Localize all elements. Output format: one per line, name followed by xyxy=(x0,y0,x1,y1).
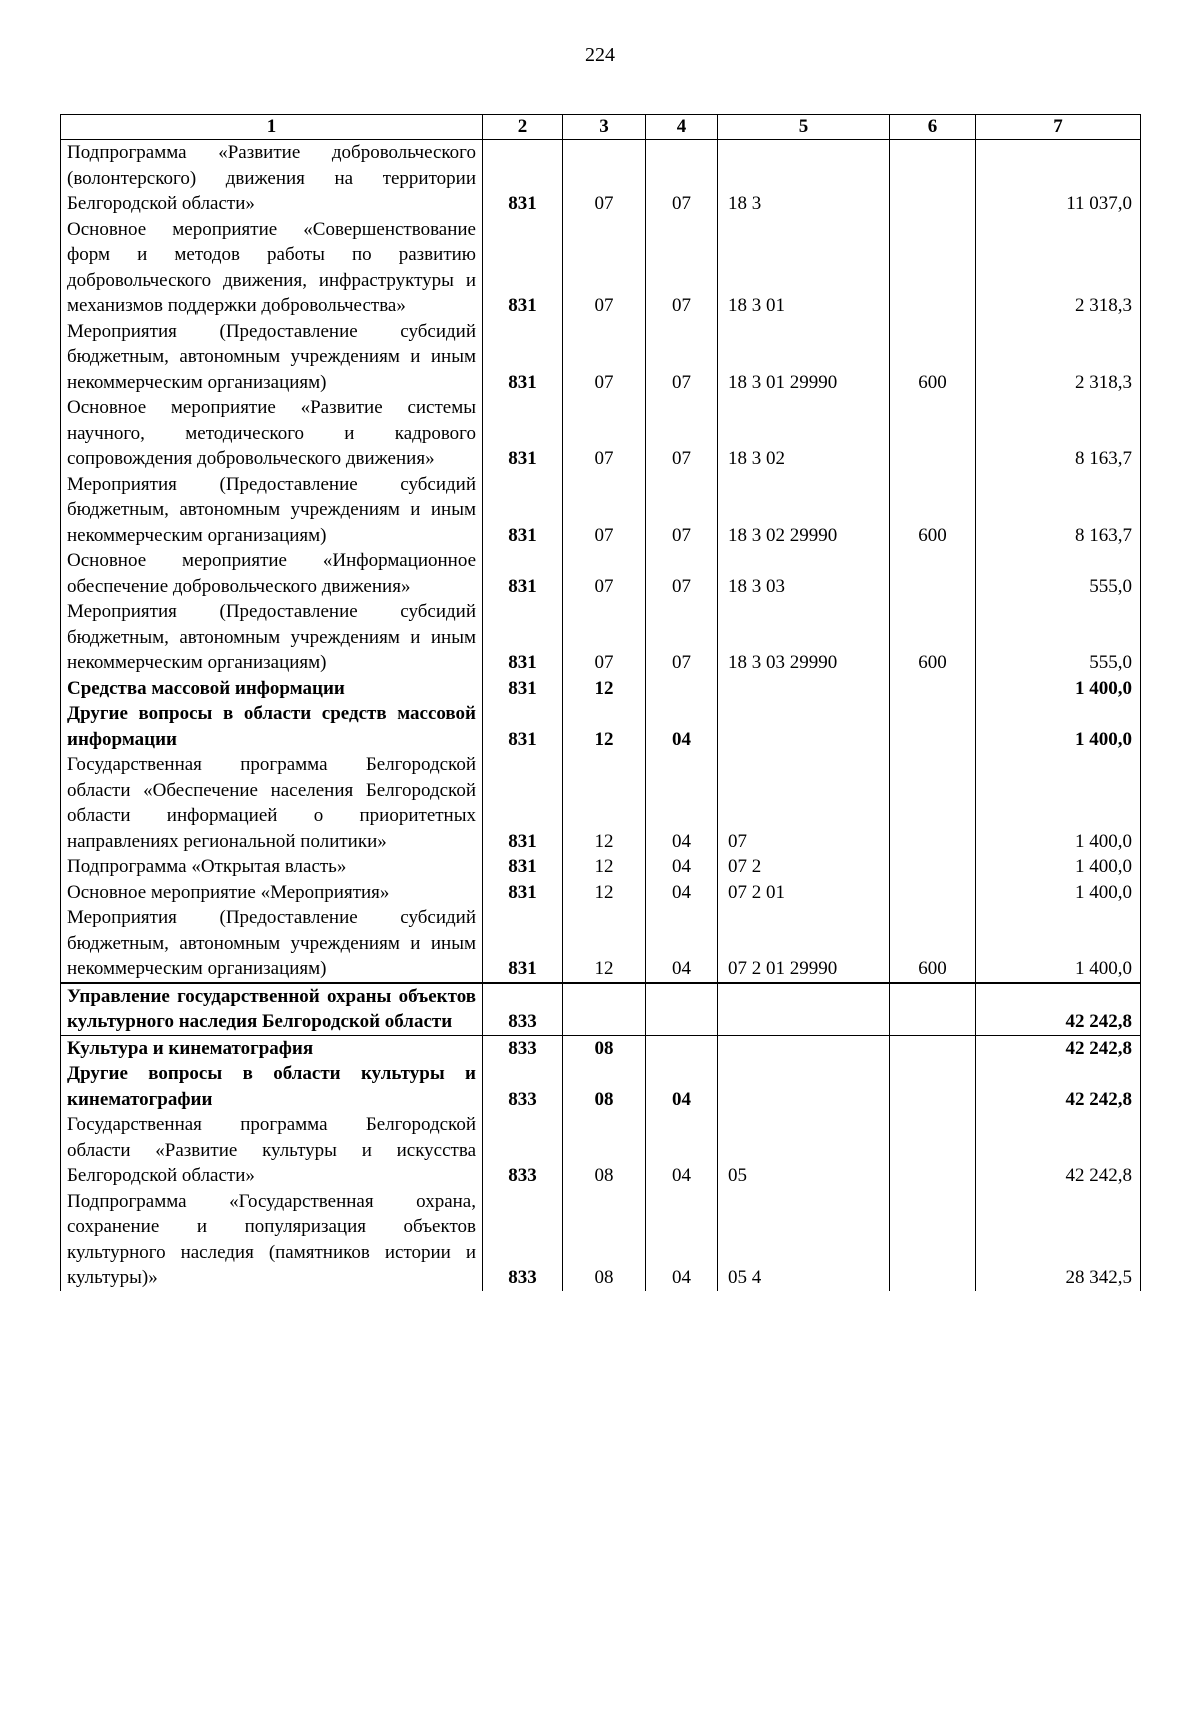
target-article-code: 07 2 01 29990 xyxy=(718,905,890,983)
expense-type-code: 600 xyxy=(890,319,976,396)
amount: 1 400,0 xyxy=(976,676,1141,702)
target-article-code: 18 3 xyxy=(718,140,890,217)
column-header: 6 xyxy=(890,115,976,140)
amount: 42 242,8 xyxy=(976,1061,1141,1112)
expense-type-code: 600 xyxy=(890,472,976,549)
expense-type-code: 600 xyxy=(890,599,976,676)
section-code: 12 xyxy=(563,676,646,702)
item-name: Подпрограмма «Развитие добровольческого (волонтерского) движения на территории Белгородской области» xyxy=(61,140,483,217)
item-name: Основное мероприятие «Мероприятия» xyxy=(61,880,483,906)
amount: 2 318,3 xyxy=(976,319,1141,396)
expense-type-code xyxy=(890,701,976,752)
target-article-code: 18 3 03 29990 xyxy=(718,599,890,676)
table-header-row xyxy=(61,115,1141,140)
section-code: 07 xyxy=(563,319,646,396)
department-code: 831 xyxy=(483,854,563,880)
column-header: 7 xyxy=(976,115,1141,140)
section-code xyxy=(563,983,646,1036)
department-code: 831 xyxy=(483,472,563,549)
table-row xyxy=(61,983,1141,1036)
expense-type-code xyxy=(890,1112,976,1189)
subsection-code xyxy=(646,1035,718,1061)
section-code: 08 xyxy=(563,1189,646,1291)
target-article-code: 18 3 01 xyxy=(718,217,890,319)
table-row xyxy=(61,880,1141,906)
subsection-code: 07 xyxy=(646,599,718,676)
item-name: Основное мероприятие «Совершенствование форм и методов работы по развитию добровольческого движения, инфраструктуры и механизмов поддержки добровольчества» xyxy=(61,217,483,319)
department-code: 833 xyxy=(483,1189,563,1291)
target-article-code: 07 2 01 xyxy=(718,880,890,906)
table-row xyxy=(61,395,1141,472)
target-article-code: 18 3 01 29990 xyxy=(718,319,890,396)
table-row xyxy=(61,599,1141,676)
section-code: 08 xyxy=(563,1035,646,1061)
section-code: 07 xyxy=(563,217,646,319)
expense-type-code xyxy=(890,140,976,217)
department-code: 831 xyxy=(483,905,563,983)
section-code: 07 xyxy=(563,140,646,217)
section-code: 12 xyxy=(563,854,646,880)
budget-table xyxy=(60,114,1141,1291)
column-header: 2 xyxy=(483,115,563,140)
amount: 1 400,0 xyxy=(976,905,1141,983)
target-article-code: 18 3 02 xyxy=(718,395,890,472)
item-name: Управление государственной охраны объектов культурного наследия Белгородской области xyxy=(61,983,483,1036)
amount: 8 163,7 xyxy=(976,472,1141,549)
table-row xyxy=(61,140,1141,217)
amount: 555,0 xyxy=(976,548,1141,599)
item-name: Другие вопросы в области культуры и кинематографии xyxy=(61,1061,483,1112)
expense-type-code xyxy=(890,880,976,906)
target-article-code: 05 4 xyxy=(718,1189,890,1291)
amount: 28 342,5 xyxy=(976,1189,1141,1291)
subsection-code: 07 xyxy=(646,140,718,217)
target-article-code xyxy=(718,701,890,752)
target-article-code xyxy=(718,676,890,702)
target-article-code: 07 xyxy=(718,752,890,854)
subsection-code: 07 xyxy=(646,319,718,396)
subsection-code: 07 xyxy=(646,472,718,549)
table-row xyxy=(61,701,1141,752)
subsection-code: 04 xyxy=(646,752,718,854)
column-header: 1 xyxy=(61,115,483,140)
expense-type-code xyxy=(890,752,976,854)
table-row xyxy=(61,905,1141,983)
column-header: 5 xyxy=(718,115,890,140)
item-name: Основное мероприятие «Информационное обеспечение добровольческого движения» xyxy=(61,548,483,599)
department-code: 833 xyxy=(483,1035,563,1061)
item-name: Государственная программа Белгородской области «Развитие культуры и искусства Белгородской области» xyxy=(61,1112,483,1189)
target-article-code xyxy=(718,1035,890,1061)
target-article-code xyxy=(718,1061,890,1112)
item-name: Подпрограмма «Открытая власть» xyxy=(61,854,483,880)
item-name: Мероприятия (Предоставление субсидий бюджетным, автономным учреждениям и иным некоммерческим организациям) xyxy=(61,472,483,549)
target-article-code: 07 2 xyxy=(718,854,890,880)
expense-type-code xyxy=(890,548,976,599)
subsection-code: 07 xyxy=(646,217,718,319)
subsection-code: 04 xyxy=(646,1189,718,1291)
amount: 1 400,0 xyxy=(976,880,1141,906)
department-code: 831 xyxy=(483,319,563,396)
expense-type-code xyxy=(890,1035,976,1061)
department-code: 831 xyxy=(483,676,563,702)
department-code: 831 xyxy=(483,752,563,854)
subsection-code: 04 xyxy=(646,854,718,880)
section-code: 12 xyxy=(563,701,646,752)
table-row xyxy=(61,472,1141,549)
section-code: 12 xyxy=(563,905,646,983)
item-name: Основное мероприятие «Развитие системы научного, методического и кадрового сопровождения добровольческого движения» xyxy=(61,395,483,472)
subsection-code: 04 xyxy=(646,880,718,906)
section-code: 07 xyxy=(563,395,646,472)
expense-type-code xyxy=(890,1189,976,1291)
table-row xyxy=(61,1061,1141,1112)
amount: 42 242,8 xyxy=(976,1035,1141,1061)
item-name: Средства массовой информации xyxy=(61,676,483,702)
section-code: 12 xyxy=(563,880,646,906)
table-row xyxy=(61,548,1141,599)
department-code: 833 xyxy=(483,1112,563,1189)
table-row xyxy=(61,1112,1141,1189)
amount: 8 163,7 xyxy=(976,395,1141,472)
subsection-code xyxy=(646,676,718,702)
table-row xyxy=(61,319,1141,396)
subsection-code: 07 xyxy=(646,548,718,599)
expense-type-code xyxy=(890,1061,976,1112)
table-row xyxy=(61,1035,1141,1061)
department-code: 833 xyxy=(483,983,563,1036)
expense-type-code xyxy=(890,395,976,472)
item-name: Другие вопросы в области средств массовой информации xyxy=(61,701,483,752)
amount: 42 242,8 xyxy=(976,1112,1141,1189)
department-code: 831 xyxy=(483,140,563,217)
section-code: 07 xyxy=(563,599,646,676)
subsection-code: 04 xyxy=(646,1061,718,1112)
table-row xyxy=(61,854,1141,880)
amount: 1 400,0 xyxy=(976,701,1141,752)
amount: 42 242,8 xyxy=(976,983,1141,1036)
page-number: 224 xyxy=(585,44,615,66)
section-code: 07 xyxy=(563,548,646,599)
column-header: 3 xyxy=(563,115,646,140)
department-code: 831 xyxy=(483,880,563,906)
item-name: Мероприятия (Предоставление субсидий бюджетным, автономным учреждениям и иным некоммерческим организациям) xyxy=(61,905,483,983)
department-code: 831 xyxy=(483,599,563,676)
column-header: 4 xyxy=(646,115,718,140)
item-name: Культура и кинематография xyxy=(61,1035,483,1061)
item-name: Подпрограмма «Государственная охрана, сохранение и популяризация объектов культурного наследия (памятников истории и культуры)» xyxy=(61,1189,483,1291)
section-code: 07 xyxy=(563,472,646,549)
department-code: 833 xyxy=(483,1061,563,1112)
section-code: 12 xyxy=(563,752,646,854)
department-code: 831 xyxy=(483,701,563,752)
subsection-code: 07 xyxy=(646,395,718,472)
department-code: 831 xyxy=(483,217,563,319)
department-code: 831 xyxy=(483,548,563,599)
expense-type-code xyxy=(890,217,976,319)
department-code: 831 xyxy=(483,395,563,472)
target-article-code: 05 xyxy=(718,1112,890,1189)
amount: 555,0 xyxy=(976,599,1141,676)
subsection-code xyxy=(646,983,718,1036)
target-article-code xyxy=(718,983,890,1036)
expense-type-code xyxy=(890,676,976,702)
table-row xyxy=(61,676,1141,702)
table-row xyxy=(61,217,1141,319)
item-name: Государственная программа Белгородской области «Обеспечение населения Белгородской области информацией о приоритетных направлениях региональной политики» xyxy=(61,752,483,854)
amount: 2 318,3 xyxy=(976,217,1141,319)
target-article-code: 18 3 03 xyxy=(718,548,890,599)
amount: 1 400,0 xyxy=(976,854,1141,880)
amount: 1 400,0 xyxy=(976,752,1141,854)
subsection-code: 04 xyxy=(646,701,718,752)
subsection-code: 04 xyxy=(646,1112,718,1189)
expense-type-code xyxy=(890,983,976,1036)
item-name: Мероприятия (Предоставление субсидий бюджетным, автономным учреждениям и иным некоммерческим организациям) xyxy=(61,599,483,676)
expense-type-code xyxy=(890,854,976,880)
item-name: Мероприятия (Предоставление субсидий бюджетным, автономным учреждениям и иным некоммерческим организациям) xyxy=(61,319,483,396)
table-row xyxy=(61,1189,1141,1291)
table-body xyxy=(61,140,1141,1291)
target-article-code: 18 3 02 29990 xyxy=(718,472,890,549)
table-row xyxy=(61,752,1141,854)
section-code: 08 xyxy=(563,1112,646,1189)
subsection-code: 04 xyxy=(646,905,718,983)
section-code: 08 xyxy=(563,1061,646,1112)
amount: 11 037,0 xyxy=(976,140,1141,217)
expense-type-code: 600 xyxy=(890,905,976,983)
